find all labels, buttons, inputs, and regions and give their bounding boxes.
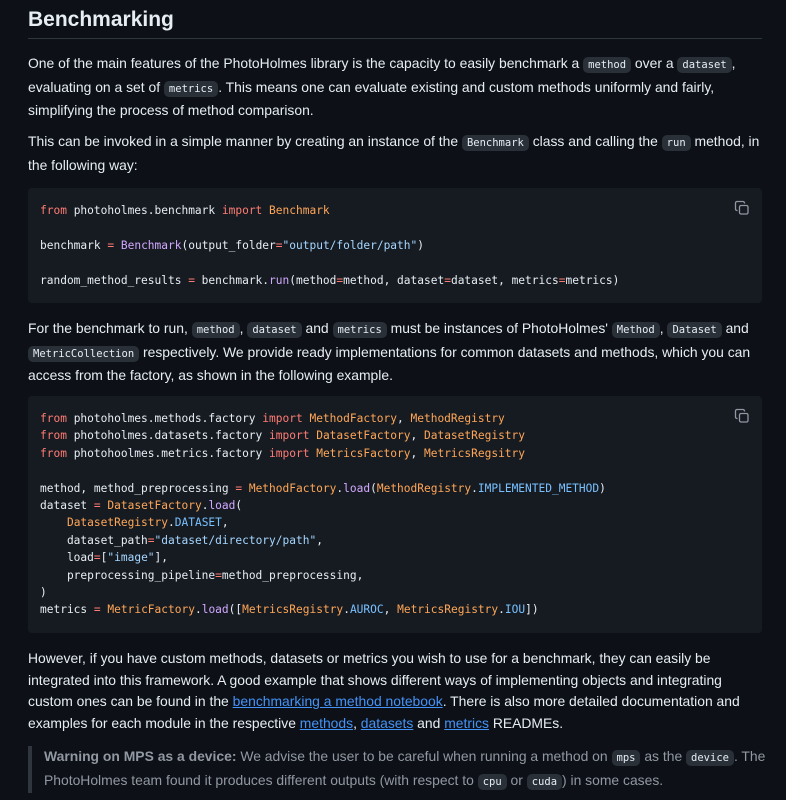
inline-code-device: device <box>686 750 734 766</box>
inline-code-method: method <box>192 322 240 338</box>
mps-warning-blockquote <box>28 746 778 793</box>
notebook-link[interactable]: benchmarking a method notebook <box>232 693 443 709</box>
inline-code-method-class: Method <box>612 322 660 338</box>
requirements-paragraph <box>28 318 762 387</box>
inline-code-dataset-class: Dataset <box>667 322 721 338</box>
text: . There is also more detailed documentation and examples for each module in the respective <box>28 693 740 731</box>
text: We advise the user to be careful when running a method on <box>236 748 612 764</box>
copy-icon[interactable] <box>734 408 750 424</box>
inline-code-method: method <box>583 57 631 73</box>
text: and <box>301 320 333 336</box>
inline-code-benchmark: Benchmark <box>462 135 529 151</box>
text: One of the main features of the PhotoHolmes library is the capacity to easily benchmark a <box>28 55 584 71</box>
inline-code-cuda: cuda <box>527 774 562 790</box>
inline-code-metrics: metrics <box>333 322 387 338</box>
text: and <box>721 320 749 336</box>
inline-code-mps: mps <box>612 750 641 766</box>
text: as the <box>640 748 687 764</box>
code-content: from photoholmes.benchmark import Benchmark benchmark = Benchmark(output_folder="output/folder/path") random_method_results = benchmark.run(method=method, dataset=dataset, metrics=metrics) <box>40 204 620 287</box>
inline-code-dataset: dataset <box>677 57 731 73</box>
text: , evaluating on a set of <box>28 55 736 95</box>
text: class and calling the <box>528 133 662 149</box>
text: , <box>239 320 248 336</box>
invoke-paragraph <box>28 131 762 176</box>
custom-objects-paragraph <box>28 648 762 734</box>
text: and <box>413 714 445 731</box>
code-block-factory <box>28 396 762 633</box>
code-block-benchmark <box>28 188 762 303</box>
inline-code-metric-collection: MetricCollection <box>28 346 139 362</box>
text: respectively. We provide ready implementations for common datasets and methods, which you can access from the factory, as shown in the following example. <box>28 343 751 383</box>
text: . The PhotoHolmes team found it produces different outputs (with respect to <box>44 748 766 788</box>
inline-code-dataset: dataset <box>247 322 301 338</box>
warning-title: Warning on MPS as a device: <box>44 748 237 764</box>
text: . This means one can evaluate existing and custom methods uniformly and fairly, simplifying the process of method comparison. <box>28 78 715 118</box>
text: However, if you have custom methods, datasets or metrics you wish to use for a benchmark, they can easily be integrated into this framework. A good example that shows different ways of implementing objects and integrating custom ones can be found in the <box>28 650 722 709</box>
methods-link[interactable]: methods <box>299 714 354 731</box>
text: This can be invoked in a simple manner by creating an instance of the <box>28 133 462 149</box>
inline-code-cpu: cpu <box>478 774 507 790</box>
text: over a <box>631 55 678 71</box>
text: , <box>353 714 361 731</box>
inline-code-run: run <box>662 135 691 151</box>
metrics-link[interactable]: metrics <box>444 714 489 731</box>
text: ) in some cases. <box>562 771 664 788</box>
text: must be instances of PhotoHolmes' <box>386 320 612 336</box>
text: For the benchmark to run, <box>28 320 192 336</box>
text: , <box>659 320 668 336</box>
datasets-link[interactable]: datasets <box>360 714 414 731</box>
copy-icon[interactable] <box>734 200 750 216</box>
inline-code-metrics: metrics <box>164 81 218 97</box>
text: or <box>506 771 527 788</box>
intro-paragraph <box>28 53 762 122</box>
section-heading: Benchmarking <box>28 6 762 39</box>
code-content: from photoholmes.methods.factory import MethodFactory, MethodRegistry from photoholmes.datasets.factory import DatasetFactory, DatasetRegistry from photohoolmes.metrics.factory import MetricsFactory, MetricsRegsitry method, method_preprocessing = MethodFactory.load(MethodRegistry.IMPLEMENTED_METHOD) dataset = DatasetFactory.load( DatasetRegistry.DATASET, dataset_path="dataset/directory/path", load=["image"], preprocessing_pipeline=method_preprocessing, ) metrics = MetricFactory.load([MetricsRegistry.AUROC, MetricsRegistry.IOU]) <box>40 412 606 617</box>
text: READMEs. <box>488 714 564 731</box>
text: method, in the following way: <box>28 133 760 173</box>
